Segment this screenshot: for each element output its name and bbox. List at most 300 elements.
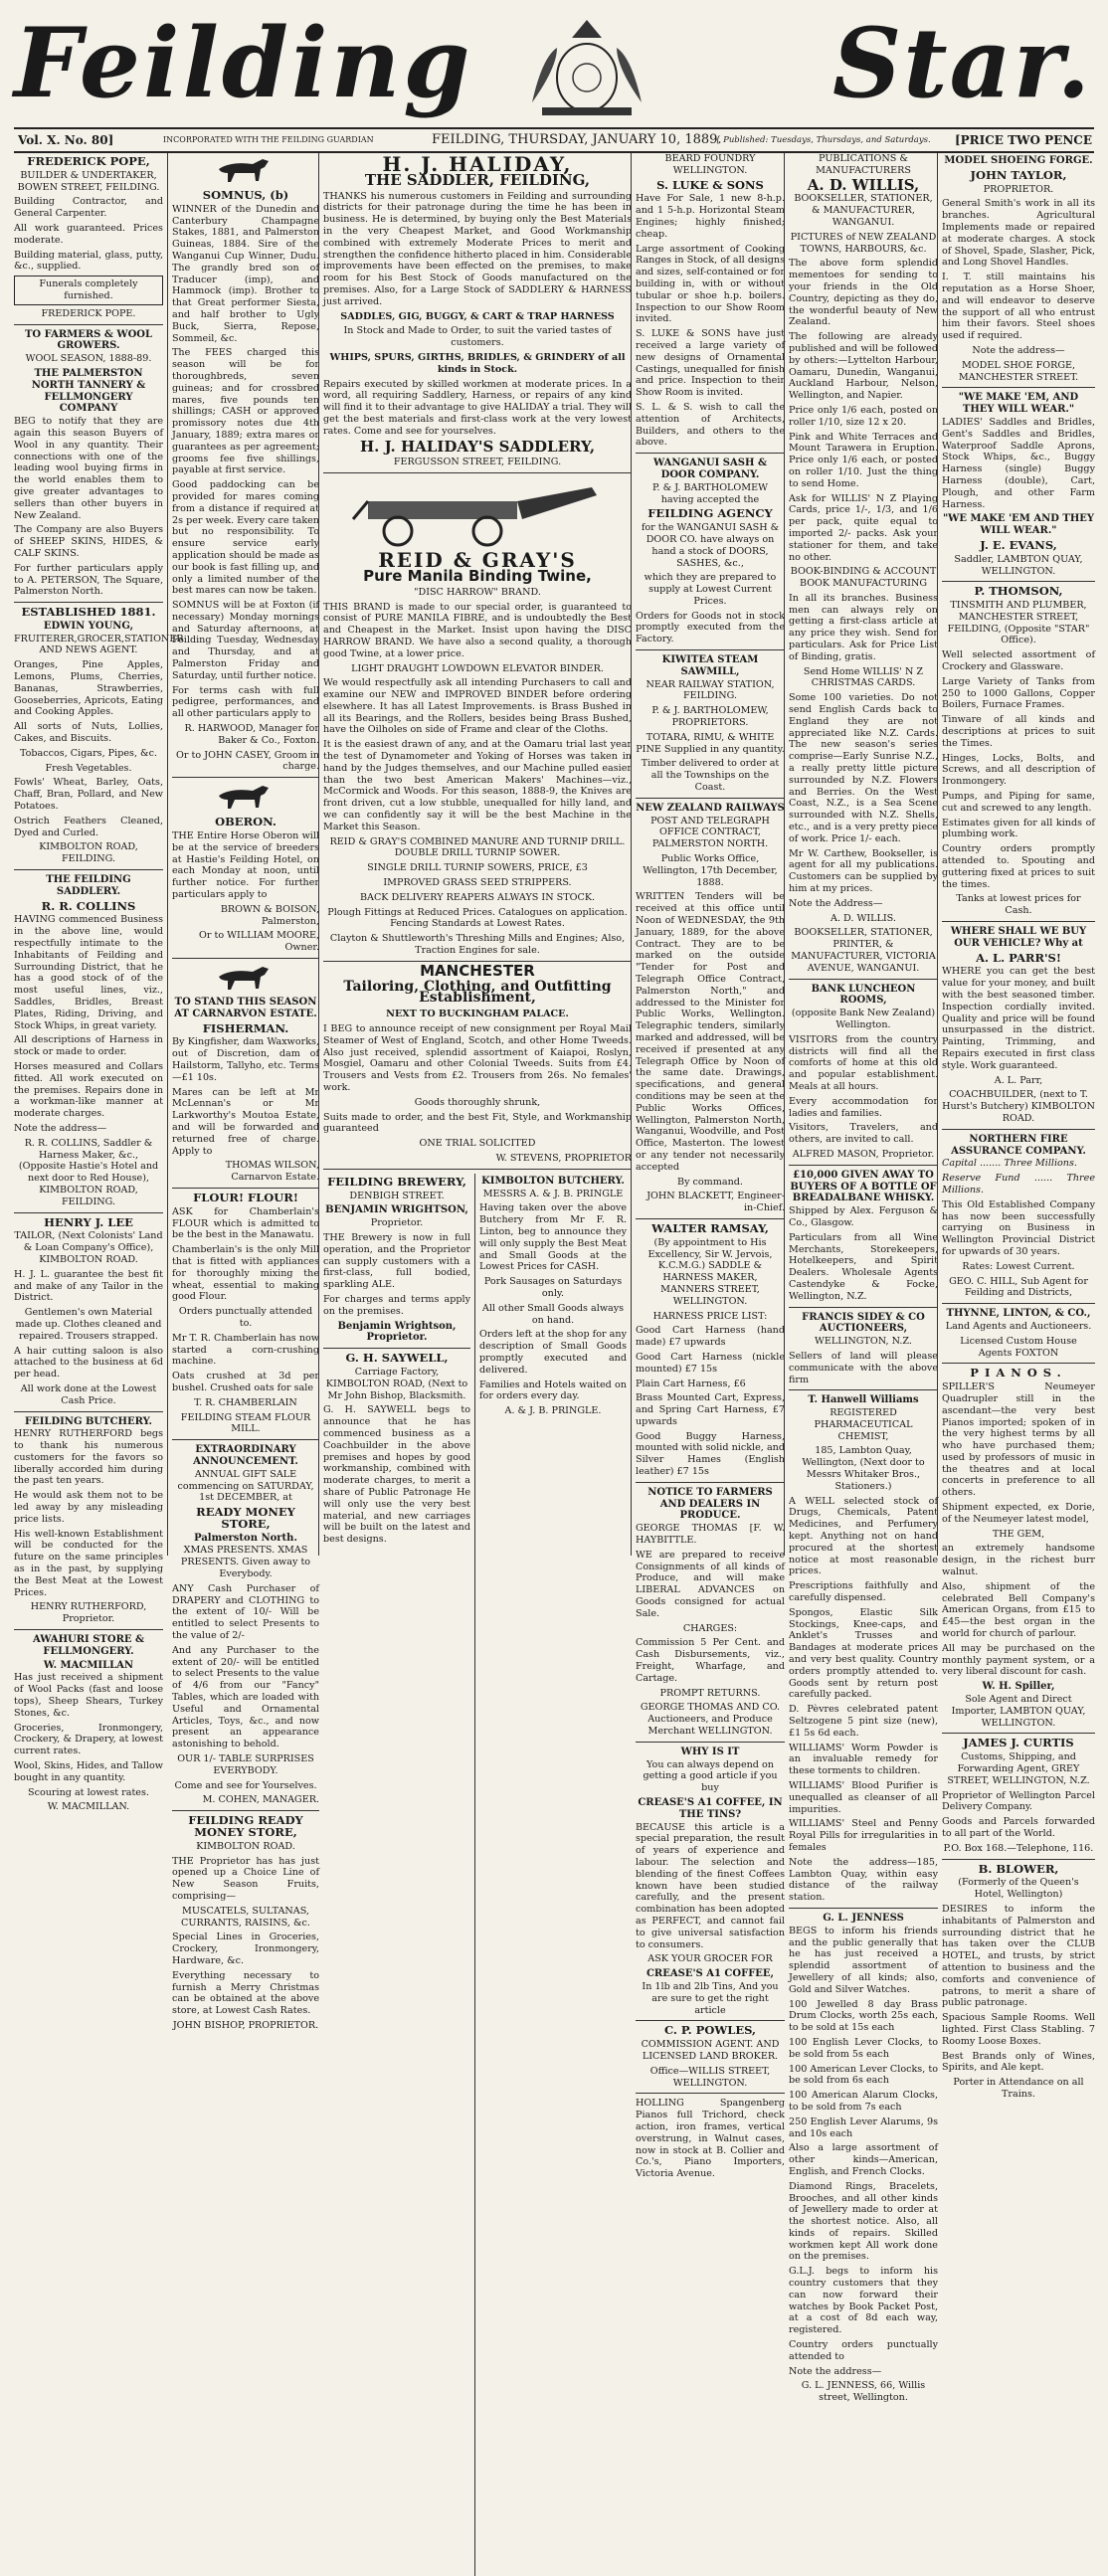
- divider: [789, 979, 938, 980]
- ad-text: ASK YOUR GROCER FOR: [647, 1953, 773, 1965]
- ad-text: Horses measured and Collars fitted. All work executed on the premises. Repairs done in a workman-like manner at moderate charges.: [14, 1060, 163, 1120]
- ad-heading: C. P. POWLES,: [663, 2023, 757, 2038]
- ad-text: Tinware of all kinds and descriptions at prices to suit the Times.: [942, 714, 1095, 749]
- ad-text: BEGS to inform his friends and the public generally that he has just received a splendid assortment of Jewellery of all kinds; also, Gold and Silver Watches.: [789, 1925, 938, 1995]
- ad-text: Commission 5 Per Cent. and Cash Disbursements, viz., Freight, Wharfage, and Cartage.: [636, 1637, 785, 1684]
- ad-heading: A. L. PARR'S!: [976, 950, 1061, 965]
- ad-text: Building Contractor, and General Carpenter.: [14, 196, 163, 220]
- ad-text: 100 Jewelled 8 day Brass Drum Clocks, worth 25s each, to be sold at 15s each: [789, 1998, 938, 2034]
- ad-heading: EDWIN YOUNG,: [43, 620, 134, 632]
- ad-text: The following are already published and will be followed by others:—Lyttelton Harbour, Oamaru, Dunedin, Wanganui, Auckland Harbour, Nelson, Wellington, and Napier.: [789, 331, 938, 402]
- manchester-heading: MANCHESTER: [420, 961, 535, 980]
- ad-subheading: TAILOR, (Next Colonists' Land & Loan Company's Office), KIMBOLTON ROAD.: [14, 1230, 163, 1265]
- ad-text: Good paddocking can be provided for mares coming from a distance if required at 2s per week. Every care taken but no responsibility. To ensure service early application should be made as our book is fast filling up, and only a limited number of the best mares can now be taken.: [172, 479, 319, 597]
- ad-subheading: Carriage Factory, KIMBOLTON ROAD, (Next to Mr John Bishop, Blacksmith.: [325, 1366, 468, 1401]
- ad-text: Prescriptions faithfully and carefully dispensed.: [789, 1580, 938, 1604]
- ad-signature: Or to JOHN CASEY, Groom in charge.: [176, 749, 319, 773]
- ad-text: Have For Sale, 1 new 8-h.p. and 1 5-h.p. Horizontal Steam Engines; highly finished; cheap.: [636, 193, 785, 240]
- ad-subheading: FERGUSSON STREET, FEILDING.: [393, 457, 562, 468]
- divider: [636, 2093, 785, 2094]
- publication-days: { Published: Tuesdays, Thursdays, and Saturdays.: [715, 135, 931, 145]
- ad-heading: KIWITEA STEAM SAWMILL,: [661, 654, 759, 677]
- ad-text: Fowls' Wheat, Barley, Oats, Chaff, Bran, Pollard, and New Potatoes.: [14, 777, 163, 813]
- ad-text: BECAUSE this article is a special preparation, the result of years of experience and labour. The selection and blending of the finest Coffees known have been studied carefully, and the present combination has been adopted as PERFECT, and cannot fail to give universal satisfaction to consumers.: [636, 1821, 785, 1950]
- ad-text: MESSRS A. & J. B. PRINGLE: [482, 1188, 624, 1199]
- ad-text: Building material, glass, putty, &c., supplied.: [14, 249, 163, 273]
- ad-text: All descriptions of Harness in stock or made to order.: [14, 1034, 163, 1058]
- ad-signature: ALFRED MASON, Proprietor.: [792, 1148, 935, 1160]
- ad-text: P. & J. BARTHOLOMEW, PROPRIETORS.: [651, 705, 769, 729]
- column-6: [937, 153, 1095, 2100]
- ad-text: Proprietor of Wellington Parcel Delivery Company.: [942, 1789, 1095, 1813]
- ad-text: Having taken over the above Butchery from Mr F. R. Linton, beg to announce they will only supply the Best Meat and Small Goods at the Lowest Prices for CASH.: [479, 1202, 627, 1273]
- ad-text: Send Home WILLIS' N Z CHRISTMAS CARDS.: [803, 665, 924, 689]
- divider: [14, 602, 163, 603]
- ad-heading: G. L. JENNESS: [823, 1912, 904, 1924]
- ad-text: I BEG to announce receipt of new consignment per Royal Mail Steamer of West of England, Scotch, and other Home Tweeds. Also just received, splendid assortment of Kaiapoi, Roslyn, Mosgiel, Oamaru and other Colonial Tweeds. Suits from £4. Trousers and Vests from £2. Trousers from 26s. No females' work.: [323, 1023, 632, 1093]
- divider: [636, 798, 785, 799]
- ad-heading: WHERE SHALL WE BUY OUR VEHICLE? Why at: [950, 926, 1087, 949]
- ad-text: BOOK-BINDING & ACCOUNT BOOK MANUFACTURING: [790, 566, 937, 590]
- ad-text: Pork Sausages on Saturdays only.: [483, 1276, 623, 1299]
- ad-text: ASK for Chamberlain's FLOUR which is admitted to be the best in the Manawatu.: [172, 1205, 319, 1241]
- ad-heading: BANK LUNCHEON ROOMS,: [811, 983, 916, 1007]
- divider: [172, 1188, 319, 1189]
- ad-heading: FREDERICK POPE,: [27, 154, 150, 168]
- divider: [942, 387, 1095, 388]
- ad-text: R. R. COLLINS, Saddler & Harness Maker, &c., (Opposite Hastie's Hotel and next door to Red House), KIMBOLTON ROAD, FEILDING.: [18, 1137, 159, 1207]
- divider: [942, 1733, 1095, 1734]
- ad-text: Sellers of land will please communicate with the above firm: [789, 1350, 938, 1385]
- ad-heading: SOMNUS, (b): [202, 188, 289, 202]
- ad-signature: A. D. WILLIS.: [831, 912, 896, 924]
- column-2: [167, 153, 319, 2031]
- ad-heading: FLOUR! FLOUR!: [193, 1190, 298, 1204]
- divider: [636, 1218, 785, 1219]
- ad-heading: JOHN TAYLOR,: [970, 167, 1067, 182]
- ad-signature: G. L. JENNESS, 66, Willis street, Wellington.: [801, 2380, 926, 2404]
- ad-signature: BROWN & BOISON, Palmerston,: [220, 903, 319, 927]
- ad-text: THE GEM,: [992, 1528, 1045, 1540]
- ad-text: which they are prepared to supply at Lowest Current Prices.: [644, 572, 777, 607]
- ad-subheading: FRUITERER,GROCER,STATIONER AND NEWS AGENT.: [14, 633, 184, 656]
- ad-heading: MODEL SHOEING FORGE.: [944, 155, 1093, 166]
- ad-heading: ESTABLISHED 1881.: [21, 605, 156, 620]
- ad-text: HOLLING Spangenberg Pianos full Trichord, check action, iron frames, vertical overstrung, in Walnut cases, now in stock at B. Collier and Co.'s, Piano Importers, Victoria Avenue.: [636, 2098, 785, 2180]
- divider: [14, 324, 163, 325]
- columns: [14, 152, 1095, 2404]
- ad-signature: GEORGE THOMAS AND CO. Auctioneers, and Produce Merchant WELLINGTON.: [640, 1702, 781, 1738]
- divider: [323, 1169, 632, 1170]
- ad-text: Large assortment of Cooking Ranges in Stock, of all designs and sizes, self-contained or for building in, with or without tubular or shoe h.p. boilers. Inspection to our Show Room invited.: [636, 243, 785, 325]
- ad-text: 250 English Lever Alarums, 9s and 10s each: [789, 2116, 938, 2139]
- ad-text: Porter in Attendance on all Trains.: [953, 2077, 1084, 2100]
- ad-text: Hinges, Locks, Bolts, and Screws, and all description of Ironmongery.: [942, 752, 1095, 788]
- ad-heading: THE FEILDING SADDLERY.: [46, 874, 131, 897]
- ad-text: Has just received a shipment of Wool Packs (fast and loose tops), Sheep Shears, Turkey Stones, &c.: [14, 1672, 163, 1719]
- ad-text: GEORGE THOMAS [F. W. HAYBITTLE.: [636, 1523, 785, 1547]
- divider: [14, 1411, 163, 1412]
- ad-text: Brass Mounted Cart, Express, and Spring Cart Harness, £7 upwards: [636, 1392, 785, 1427]
- ad-text: Best Brands only of Wines, Spirits, and Ale kept.: [942, 2050, 1095, 2074]
- ad-text: Well selected assortment of Crockery and Glassware.: [942, 649, 1095, 673]
- ad-text: Note the address—: [789, 2365, 882, 2377]
- haliday-saddlery-heading: H. J. HALIDAY'S SADDLERY,: [359, 437, 596, 456]
- ad-text: Large Variety of Tanks from 250 to 1000 Gallons, Copper Boilers, Furnace Frames.: [942, 675, 1095, 711]
- divider: [14, 1629, 163, 1630]
- ad-text: REID & GRAY'S COMBINED MANURE AND TURNIP DRILL. DOUBLE DRILL TURNIP SOWER.: [329, 835, 626, 859]
- reid-gray-subheading: Pure Manila Binding Twine,: [363, 566, 592, 585]
- coat-of-arms-icon: [512, 8, 661, 127]
- ad-text: SINGLE DRILL TURNIP SOWERS, PRICE, £3: [367, 862, 588, 874]
- ad-text: SPILLER'S Neumeyer Quadrupler still in the ascendant—the very best Pianos imported; spoken of in the very highest terms by all who have purchased them; used by professors of music in the theatres and at local concerts in preference to all others.: [942, 1381, 1095, 1499]
- ad-signature: Benjamin Wrightson, Proprietor.: [337, 1320, 457, 1344]
- ad-text: Good Buggy Harness, mounted with solid nickle, and Silver Hames (English leather) £7 15s: [636, 1430, 785, 1478]
- ad-heading: HENRY J. LEE: [44, 1214, 133, 1229]
- ad-subheading: (Formerly of the Queen's Hotel, Wellington): [958, 1877, 1079, 1901]
- ad-text: Orders punctually attended to.: [178, 1306, 313, 1329]
- divider: [172, 1439, 319, 1440]
- funerals-box: Funerals completely furnished.: [14, 276, 163, 305]
- ad-signature: A. L. Parr,: [994, 1074, 1043, 1086]
- divider: [942, 581, 1095, 582]
- ad-heading: R. R. COLLINS: [41, 898, 136, 913]
- ad-text: Plough Fittings at Reduced Prices. Catalogues on application. Fencing Standards at Lowest Rates.: [327, 906, 628, 930]
- ad-text: G. H. SAYWELL begs to announce that he has commenced business as a Coachbuilder in the above premises and hopes by good workmanship, combined with moderate charges, to merit a share of Public Patronage He will only use the very best material, and new carriages will be built on the latest and best designs.: [323, 1404, 470, 1546]
- ad-text: THE Proprietor has has just opened up a Choice Line of New Season Fruits, comprising—: [172, 1855, 319, 1902]
- ad-text: General Smith's work in all its branches. Agricultural Implements made or repaired at moderate charges. A stock of Shovel, Spade, Slasher, Pick, and Long Shovel Handles.: [942, 198, 1095, 269]
- ad-text: WINNER of the Dunedin and Canterbury Champagne Stakes, 1881, and Palmerston Guineas, 1884. Sire of the Wanganui Cup Winner, Dudu. The grandly bred son of Traducer (imp), and Hammock (imp). Brother to that Great performer Siesta, and half brother to Ugly Buck, Sierra, Repose, Sommeil, &c.: [172, 203, 319, 344]
- ad-text: All work done at the Lowest Cash Price.: [20, 1382, 157, 1406]
- ad-text: Mares can be left at Mr McLennan's or Mr Larkworthy's Moutoa Estate, and will be forwarded and returned free of charge. Apply to: [172, 1086, 319, 1157]
- ad-text: All sorts of Nuts, Lollies, Cakes, and Biscuits.: [14, 721, 163, 745]
- ad-text: His well-known Establishment will be conducted for the future on the same principles as in the past, by supplying the Best Meat at the Lowest Prices.: [14, 1528, 163, 1598]
- ad-text: for the WANGANUI SASH & DOOR CO. have always on hand a stock of DOORS, SASHES, &c.,: [641, 522, 780, 569]
- ad-heading: Palmerston North.: [194, 1532, 297, 1544]
- ad-heading: FEILDING AGENCY: [647, 506, 773, 521]
- ad-subheading: POST AND TELEGRAPH OFFICE CONTRACT, PALMERSTON NORTH.: [650, 815, 770, 850]
- ad-text: D. Pèvres celebrated patent Seltzogene 5 pint size (new), £1 5s 6d each.: [789, 1704, 938, 1739]
- ad-text: In Stock and Made to Order, to suit the varied tastes of customers.: [343, 325, 612, 349]
- ad-signature: W. H. Spiller,: [982, 1681, 1055, 1693]
- incorporated-note: INCORPORATED WITH THE FEILDING GUARDIAN: [163, 135, 374, 144]
- ad-text: H. J. L. guarantee the best fit and make of any Tailor in the District.: [14, 1268, 163, 1304]
- column-3: [318, 153, 632, 1556]
- ad-subheading: KIMBOLTON ROAD.: [196, 1840, 295, 1852]
- divider: [172, 1810, 319, 1811]
- ad-text: 185, Lambton Quay, Wellington, (Next door to Messrs Whitaker Bros., Stationers.): [802, 1445, 925, 1492]
- ad-subheading: Saddler, LAMBTON QUAY, WELLINGTON.: [954, 553, 1083, 577]
- ad-text: And any Purchaser to the extent of 20/- will be entitled to select Presents to the value of 4/6 from our "Fancy" Tables, which are loaded with Useful and Ornamental Articles, Toys, &c., and now present an appearance astonishing to behold.: [172, 1644, 319, 1750]
- ad-text: LADIES' Saddles and Bridles, Gent's Saddles and Bridles, Waterproof Saddle Aprons, Stock Whips, &c., Buggy Harness (single) Buggy Harness (double), Cart, Plough, and other Farm Harness.: [942, 416, 1095, 510]
- ad-text: TOTARA, RIMU, & WHITE PINE Supplied in any quantity.: [636, 731, 785, 755]
- divider: [789, 1908, 938, 1909]
- ad-subheading: FEILDING STEAM FLOUR MILL.: [180, 1411, 311, 1435]
- ad-text: WRITTEN Tenders will be received at this office until Noon of WEDNESDAY, the 9th January, 1889, for the above Contract. They are to be marked on the outside "Tender for Post and Telegraph Office Contract, Palmerston North," and addressed to the Minister for Public Works, Wellington. Telegraphic tenders, similarly marked and addressed, will be received if presented at any Telegraph Office by Noon of the same date. Drawings, specifications, and general conditions may be seen at the Public Works Offices, Wellington, Palmerston North, Wanganui, Woodville, and Post Office, Masterton. The lowest or any tender not necessarily accepted: [636, 891, 785, 1173]
- ad-text: You can always depend on getting a good article if you buy: [643, 1758, 778, 1794]
- manchester-subheading: Tailoring, Clothing, and Outfitting Establishment,: [343, 978, 612, 1007]
- ad-text: Scouring at lowest rates.: [28, 1786, 149, 1798]
- divider: [942, 1303, 1095, 1304]
- masthead-title-right: Star.: [831, 7, 1092, 119]
- ad-text: Goods thoroughly shrunk,: [414, 1096, 541, 1108]
- ad-text: 100 American Lever Clocks, to be sold from 6s each: [789, 2063, 938, 2087]
- ad-subheading: (By appointment to His Excellency, Sir W. Jervois, K.C.M.G.) SADDLE & HARNESS MAKER, MANNERS STREET, WELLINGTON.: [647, 1236, 773, 1307]
- ad-heading: THE PALMERSTON NORTH TANNERY & FELLMONGERY COMPANY: [31, 367, 146, 415]
- ad-text: Spongos, Elastic Silk Stockings, Knee-caps, and Anklet's Trusses and Bandages at moderate prices and very best quality. Country orders promptly attended to. Goods sent by return post carefully packed.: [789, 1606, 938, 1701]
- ad-text: Repairs executed by skilled workmen at moderate prices. In a word, all requiring Saddlery, Harness, or repairs of any kind will find it to their advantage to give HALIDAY a trial. They will get the best materials and first-class work at the very lowest rates. Come and see for yourselves.: [323, 378, 632, 437]
- ad-text: The FEES charged this season will be for thoroughbreds, seven guineas; and for crossbred mares, five pounds ten shillings; CASH or approved promissory notes due 4th January, 1889; extra mares or guarantees as per agreement; grooms fee five shillings, payable at first service.: [172, 347, 319, 476]
- horse-icon: [211, 963, 280, 995]
- ad-heading: S. LUKE & SONS: [656, 177, 764, 192]
- divider: [942, 1363, 1095, 1364]
- divider: [636, 2020, 785, 2021]
- ad-subheading: "DISC HARROW" BRAND.: [414, 586, 541, 598]
- ad-text: The above form splendid mementoes for sending to your friends in the Old Country, depicting as they do, the wonderful beauty of New Zealand.: [789, 258, 938, 328]
- divider: [636, 1742, 785, 1743]
- ad-text: THANKS his numerous customers in Feilding and surrounding districts for their patronage during the time he has been in business. He is determined, by buying only the Best Materials in the very Cheapest Market, and Good Workmanship combined with extremely Moderate Prices to merit and strengthen the confidence hitherto placed in him. Considerable improvements have been effected on the premises, to make room for his Best Stock of Goods manufactured on the premises. Also, for a Large Stock of SADDLERY & HARNESS just arrived.: [323, 190, 632, 307]
- ad-text: THE Brewery is now in full operation, and the Proprietor can supply customers with a first-class, full bodied, sparkling ALE.: [323, 1231, 470, 1291]
- ad-text: Office—WILLIS STREET, WELLINGTON.: [649, 2065, 771, 2089]
- ad-subheading: WOOL SEASON, 1888-89.: [25, 353, 152, 365]
- ad-signature: JOHN BISHOP, PROPRIETOR.: [172, 2019, 319, 2031]
- ad-heading: READY MONEY STORE,: [196, 1505, 295, 1531]
- ad-text: S. L. & S. wish to call the attention of Architects, Builders, and others to the above.: [636, 401, 785, 449]
- ad-signature: M. COHEN, MANAGER.: [202, 1794, 319, 1806]
- divider: [942, 1129, 1095, 1130]
- ad-text: THE Entire Horse Oberon will be at the service of breeders at Hastie's Feilding Hotel, on each Monday at noon, until further notice. For further particulars apply to: [172, 830, 319, 901]
- divider: [942, 1859, 1095, 1860]
- divider: [323, 1348, 470, 1349]
- ad-subheading: PROPRIETOR.: [983, 183, 1054, 195]
- ad-heading: NOTICE TO FARMERS AND DEALERS IN PRODUCE.: [647, 1486, 773, 1522]
- ad-text: In 1lb and 2lb Tins, And you are sure to get the right article: [642, 1980, 779, 2016]
- ad-text: Pumps, and Piping for same, cut and screwed to any length.: [942, 791, 1095, 814]
- ad-text: A hair cutting saloon is also attached to the business at 6d per head.: [14, 1345, 163, 1380]
- ad-heading: TO FARMERS & WOOL GROWERS.: [24, 328, 153, 352]
- ad-subheading: BEARD FOUNDRY WELLINGTON.: [664, 153, 756, 176]
- ad-text: BACK DELIVERY REAPERS ALWAYS IN STOCK.: [359, 891, 596, 903]
- ad-text: Good Cart Harness (nickle mounted) £7 15s: [636, 1351, 785, 1375]
- ad-text: All other Small Goods always on hand.: [481, 1302, 625, 1326]
- divider: [636, 649, 785, 650]
- reid-gray-heading: REID & GRAY'S: [378, 548, 577, 573]
- ad-subheading: WELLINGTON, N.Z.: [815, 1336, 912, 1348]
- ad-text: OUR 1/- TABLE SURPRISES EVERYBODY.: [177, 1753, 314, 1776]
- volume-number: Vol. X. No. 80]: [18, 133, 114, 147]
- ad-text: 100 English Lever Clocks, to be sold from 5s each: [789, 2036, 938, 2060]
- ad-heading: AWAHURI STORE & FELLMONGERY.: [32, 1634, 145, 1657]
- ad-text: Some 100 varieties. Do not send English Cards back to England they are not appreciated like N.Z. Cards. The new season's series comprise—Early Sunrise N.Z., a really pretty little picture surrounded by N.Z. Flowers and Berries. On the West Coast, N.Z., is a Sea Scene surrounded with N.Z. Shells, etc., and is a very pretty piece of work. Price 1/- each.: [789, 692, 938, 844]
- ad-text: Note the address—: [14, 1122, 107, 1134]
- ad-text: Pink and White Terraces and Mount Tarawera in Eruption. Price only 1/6 each, or posted on roller 1/10. Just the thing to send Home.: [789, 431, 938, 489]
- horse-icon: [211, 782, 280, 814]
- masthead-title-left: Feilding: [14, 7, 473, 119]
- ad-text: The Company are also Buyers of SHEEP SKINS, HIDES, & CALF SKINS.: [14, 524, 163, 559]
- ad-text: Rates: Lowest Current.: [962, 1260, 1075, 1272]
- ad-heading: TO STAND THIS SEASON AT CARNARVON ESTATE.: [174, 997, 317, 1019]
- ad-text: Come and see for Yourselves.: [174, 1779, 317, 1791]
- ad-subheading: TINSMITH AND PLUMBER, MANCHESTER STREET, FEILDING, (Opposite "STAR" Office).: [947, 600, 1090, 646]
- divider: [789, 1165, 938, 1166]
- ad-text: PROMPT RETURNS.: [659, 1687, 761, 1699]
- ad-text: THIS BRAND is made to our special order, is guaranteed to consist of PURE MANILA FIBRE, and is undoubtedly the Best and Cheapest in the Market. Insist upon having the DISC HARROW BRAND. We have also a second quality, a thorough good Twine, at a lower price.: [323, 601, 632, 659]
- ad-text: Particulars from all Wine Merchants, Storekeepers, Hotelkeepers, and Spirit Dealers. Wholesale Agents Castendyke & Focke, Wellington, N.Z.: [789, 1231, 938, 1302]
- ad-text: ANNUAL GIFT SALE commencing on SATURDAY, 1st DECEMBER, at: [177, 1468, 314, 1504]
- divider: [14, 1212, 163, 1213]
- ad-subheading: Sole Agent and Direct Importer, LAMBTON QUAY, WELLINGTON.: [951, 1694, 1086, 1729]
- ad-heading: "WE MAKE 'EM AND THEY WILL WEAR.": [942, 513, 1095, 537]
- ad-text: By Kingfisher, dam Waxworks, out of Discretion, dam of Hailstorm, Tallyho, etc. Terms—£1 10s.: [172, 1036, 319, 1083]
- ad-text: A WELL selected stock of Drugs, Chemicals, Patent Medicines, and Perfumery kept. Anything not on hand procured at the shortest notice at most reasonable prices.: [789, 1495, 938, 1577]
- ad-text: WILLIAMS' Worm Powder is an invaluable remedy for these torments to children.: [789, 1742, 938, 1777]
- ad-text: Public Works Office, Wellington, 17th December, 1888.: [643, 853, 778, 888]
- ad-text: Gentlemen's own Material made up. Clothes cleaned and repaired. Trousers strapped.: [15, 1307, 162, 1342]
- ad-text: Note the address—: [972, 344, 1065, 356]
- ad-text: Price only 1/6 each, posted on roller 1/10, size 12 x 20.: [789, 404, 938, 428]
- ad-signature: T. R. CHAMBERLAIN: [194, 1396, 297, 1408]
- ad-text: Note the address—185, Lambton Quay, within easy distance of the railway station.: [789, 1856, 938, 1904]
- ad-text: For further particulars apply to A. PETERSON, The Square, Palmerston North.: [14, 562, 163, 598]
- ad-text: Customs, Shipping, and Forwarding Agent, GREY STREET, WELLINGTON, N.Z.: [947, 1751, 1090, 1786]
- ad-text: ANY Cash Purchaser of DRAPERY and CLOTHING to the extent of 10/- Will be entitled to select Presents to the value of 2/-: [172, 1582, 319, 1642]
- ad-text: ONE TRIAL SOLICITED: [419, 1138, 536, 1150]
- divider: [172, 777, 319, 778]
- ad-subheading: BOOKSELLER, STATIONER, & MANUFACTURER, WANGANUI.: [794, 193, 933, 228]
- ad-heading: EXTRAORDINARY ANNOUNCEMENT.: [193, 1444, 298, 1467]
- ad-text: Also a large assortment of other kinds—American, English, and French Clocks.: [789, 2142, 938, 2177]
- divider: [636, 453, 785, 454]
- ad-text: Country orders promptly attended to. Spouting and guttering fixed at prices to suit the times.: [942, 843, 1095, 890]
- ad-signature: Or to WILLIAM MOORE, Owner.: [199, 930, 319, 954]
- ad-text: an extremely handsome design, in the richest burr walnut.: [942, 1543, 1095, 1578]
- ad-subheading: NEXT TO BUCKINGHAM PALACE.: [386, 1009, 569, 1020]
- ad-heading: £10,000 GIVEN AWAY TO BUYERS OF A BOTTLE OF BREADALBANE WHISKY.: [790, 1169, 937, 1204]
- ad-text: Tobaccos, Cigars, Pipes, &c.: [19, 747, 158, 759]
- divider: [636, 1482, 785, 1483]
- ad-text: HAVING commenced Business in the above line, would respectfully intimate to the Inhabitants of Feilding and Surrounding District, that he has a good stock of of the most useful lines, viz., Saddles, Bridles, Breast Plates, Riding, Driving, and Stock Whips, in great variety.: [14, 914, 163, 1031]
- ad-heading: W. MACMILLAN: [43, 1659, 134, 1671]
- ad-text: Oranges, Pine Apples, Lemons, Plums, Cherries, Bananas, Strawberries, Gooseberries, Apricots, Eating and Cooking Apples.: [14, 659, 163, 718]
- ad-heading: THYNNE, LINTON, & CO.,: [946, 1308, 1091, 1320]
- ad-text: BEG to notify that they are again this season Buyers of Wool in any quantity. Their connections with one of the leading wool buying firms in the world enables them to give greater advantages to sellers than other buyers in New Zealand.: [14, 416, 163, 521]
- ad-text: Tanks at lowest prices for Cash.: [956, 893, 1081, 917]
- ad-text: Suits made to order, and the best Fit, Style, and Workmanship guaranteed: [323, 1111, 632, 1135]
- ad-text: XMAS PRESENTS. XMAS PRESENTS. Given away to Everybody.: [180, 1545, 311, 1580]
- ad-text: P. & J. BARTHOLOMEW having accepted the: [652, 481, 768, 505]
- ad-heading: B. BLOWER,: [978, 1861, 1059, 1876]
- ad-heading: WANGANUI SASH & DOOR COMPANY.: [653, 458, 767, 480]
- ad-signature: FREDERICK POPE.: [41, 307, 136, 319]
- ad-subheading: NEAR RAILWAY STATION, FEILDING.: [646, 678, 775, 702]
- ad-signature: GEO. C. HILL, Sub Agent for Feilding and Districts,: [949, 1275, 1088, 1299]
- ad-text: Mr W. Carthew, Bookseller, is agent for all my publications. Customers can be supplied by him at my prices.: [789, 847, 938, 895]
- ad-text: In all its branches. Business men can always rely on getting a first-class article at any price they wish. Send for particulars. Ask for Price List of Binding, gratis.: [789, 592, 938, 662]
- ad-text: MUSCATELS, SULTANAS, CURRANTS, RAISINS, &c.: [181, 1905, 310, 1929]
- ad-text: VISITORS from the country districts will find all the comforts of home at this old and popular establishment. Meals at all hours.: [789, 1033, 938, 1092]
- ad-text: KIMBOLTON ROAD, FEILDING.: [39, 841, 138, 865]
- ad-heading: NORTHERN FIRE ASSURANCE COMPANY.: [951, 1133, 1086, 1157]
- ad-heading: "WE MAKE 'EM, AND THEY WILL WEAR.": [958, 392, 1079, 416]
- ad-heading: J. E. EVANS,: [980, 537, 1057, 552]
- ad-text: Also, shipment of the celebrated Bell Company's American Organs, from £15 to £45—the best organ in the world for church of parlour.: [942, 1580, 1095, 1640]
- ad-text: Everything necessary to furnish a Merry Christmas can be obtained at the above store, at Lowest Cash Rates.: [172, 1969, 319, 2017]
- ad-signature: THOMAS WILSON, Carnarvon Estate.: [225, 1160, 319, 1184]
- ad-heading: WHY IS IT: [680, 1746, 740, 1757]
- ad-text: I. T. still maintains his reputation as a Horse Shoer, and will endeavor to deserve the support of all who entrust him their favors. Steel shoes used if required.: [942, 272, 1095, 342]
- ad-text: G.L.J. begs to inform his country customers that they can now forward their watches by Book Packet Post, at a cost of 8d each way, registered.: [789, 2266, 938, 2336]
- ad-text: Estimates given for all kinds of plumbing work.: [942, 817, 1095, 840]
- ad-text: Oats crushed at 3d per bushel. Crushed oats for sale: [172, 1371, 319, 1393]
- ad-subheading: BOOKSELLER, STATIONER, PRINTER, & MANUFACTURER, VICTORIA AVENUE, WANGANUI.: [791, 927, 936, 974]
- ad-text: Fresh Vegetables.: [45, 762, 132, 774]
- ad-subheading: MODEL SHOE FORGE, MANCHESTER STREET.: [958, 359, 1079, 383]
- ad-signature: HENRY RUTHERFORD, Proprietor.: [30, 1601, 147, 1625]
- ad-text: SADDLES, GIG, BUGGY, & CART & TRAP HARNESS: [340, 310, 615, 322]
- ad-text: Special Lines in Groceries, Crockery, Ironmongery, Hardware, &c.: [172, 1932, 319, 1966]
- ad-text: WILLIAMS' Blood Purifier is unequalled as cleanser of all impurities.: [789, 1780, 938, 1815]
- ad-text: CHARGES:: [682, 1622, 738, 1634]
- ad-heading: A. D. WILLIS,: [807, 175, 920, 194]
- ad-heading: KIMBOLTON BUTCHERY.: [481, 1175, 625, 1187]
- divider: [14, 869, 163, 870]
- ad-subheading: COACHBUILDER, (next to T. Hurst's Butchery) KIMBOLTON ROAD.: [942, 1089, 1095, 1124]
- ad-heading: WALTER RAMSAY,: [651, 1220, 769, 1235]
- ad-text: Shipped by Alex. Ferguson & Co., Glasgow.: [789, 1205, 938, 1228]
- ad-heading: CREASE'S A1 COFFEE, IN THE TINS?: [638, 1797, 783, 1820]
- ad-text: Diamond Rings, Bracelets, Brooches, and all other kinds of Jewellery made to order at the shortest notice. Also, all kinds of repairs. Skilled workmen kept All work done on the premises.: [789, 2180, 938, 2263]
- ad-text: Families and Hotels waited on for orders every day.: [479, 1379, 627, 1402]
- ad-subheading: (opposite Bank New Zealand) Wellington.: [791, 1008, 936, 1030]
- ad-text: Orders left at the shop for any description of Small Goods promptly executed and delivered.: [479, 1329, 627, 1376]
- ad-heading: CREASE'S A1 COFFEE,: [646, 1968, 775, 1980]
- ad-text: For terms cash with full pedigree, performances, and all other particulars apply to: [172, 684, 319, 720]
- ad-heading: FRANCIS SIDEY & CO AUCTIONEERS,: [802, 1311, 925, 1335]
- ad-heading: BENJAMIN WRIGHTSON,: [325, 1204, 468, 1216]
- ad-text: Every accommodation for ladies and families.: [789, 1095, 938, 1119]
- binder-machine-icon: [348, 479, 607, 549]
- ad-heading: G. H. SAYWELL,: [345, 1351, 449, 1366]
- ad-signature: JOHN BLACKETT, Engineer-in-Chief.: [646, 1191, 785, 1214]
- ad-text: Note the Address—: [789, 897, 883, 909]
- ad-heading: JAMES J. CURTIS: [963, 1736, 1074, 1750]
- ad-text: Capital ....... Three Millions.: [942, 1158, 1077, 1170]
- ad-text: Timber delivered to order at all the Townships on the Coast.: [641, 758, 780, 794]
- ad-text: WHIPS, SPURS, GIRTHS, BRIDLES, & GRINDERY of all kinds in Stock.: [329, 351, 626, 375]
- ad-text: By command.: [677, 1176, 743, 1188]
- ad-subheading: DENBIGH STREET.: [349, 1190, 445, 1201]
- ad-text: Reserve Fund ...... Three Millions.: [942, 1173, 1095, 1196]
- ad-text: PICTURES of NEW ZEALAND TOWNS, HARBOURS, &c.: [790, 231, 937, 255]
- column-4: [631, 153, 785, 2180]
- ad-text: S. LUKE & SONS have just received a large variety of new designs of Ornamental Castings, unequalled for finish and price. Inspection to their Show Room is invited.: [636, 328, 785, 399]
- column-3-split: [323, 1174, 632, 1591]
- ad-text: P.O. Box 168.—Telephone, 116.: [943, 1842, 1094, 1854]
- ad-heading: P. THOMSON,: [974, 584, 1063, 599]
- ad-text: Mr T. R. Chamberlain has now started a corn-crushing machine.: [172, 1332, 319, 1368]
- ad-text: For charges and terms apply on the premises.: [323, 1293, 470, 1317]
- ad-text: Plain Cart Harness, £6: [636, 1378, 746, 1389]
- divider: [789, 1307, 938, 1308]
- ad-signature: W. MACMILLAN.: [47, 1801, 130, 1813]
- ad-heading: OBERON.: [215, 815, 277, 829]
- masthead: [0, 0, 1108, 139]
- ad-text: HARNESS PRICE LIST:: [652, 1310, 768, 1322]
- column-5: [784, 153, 938, 2404]
- ad-text: Country orders punctually attended to: [789, 2339, 938, 2362]
- ad-text: He would ask them not to be led away by any misleading price lists.: [14, 1490, 163, 1525]
- ad-text: Land Agents and Auctioneers.: [945, 1320, 1092, 1332]
